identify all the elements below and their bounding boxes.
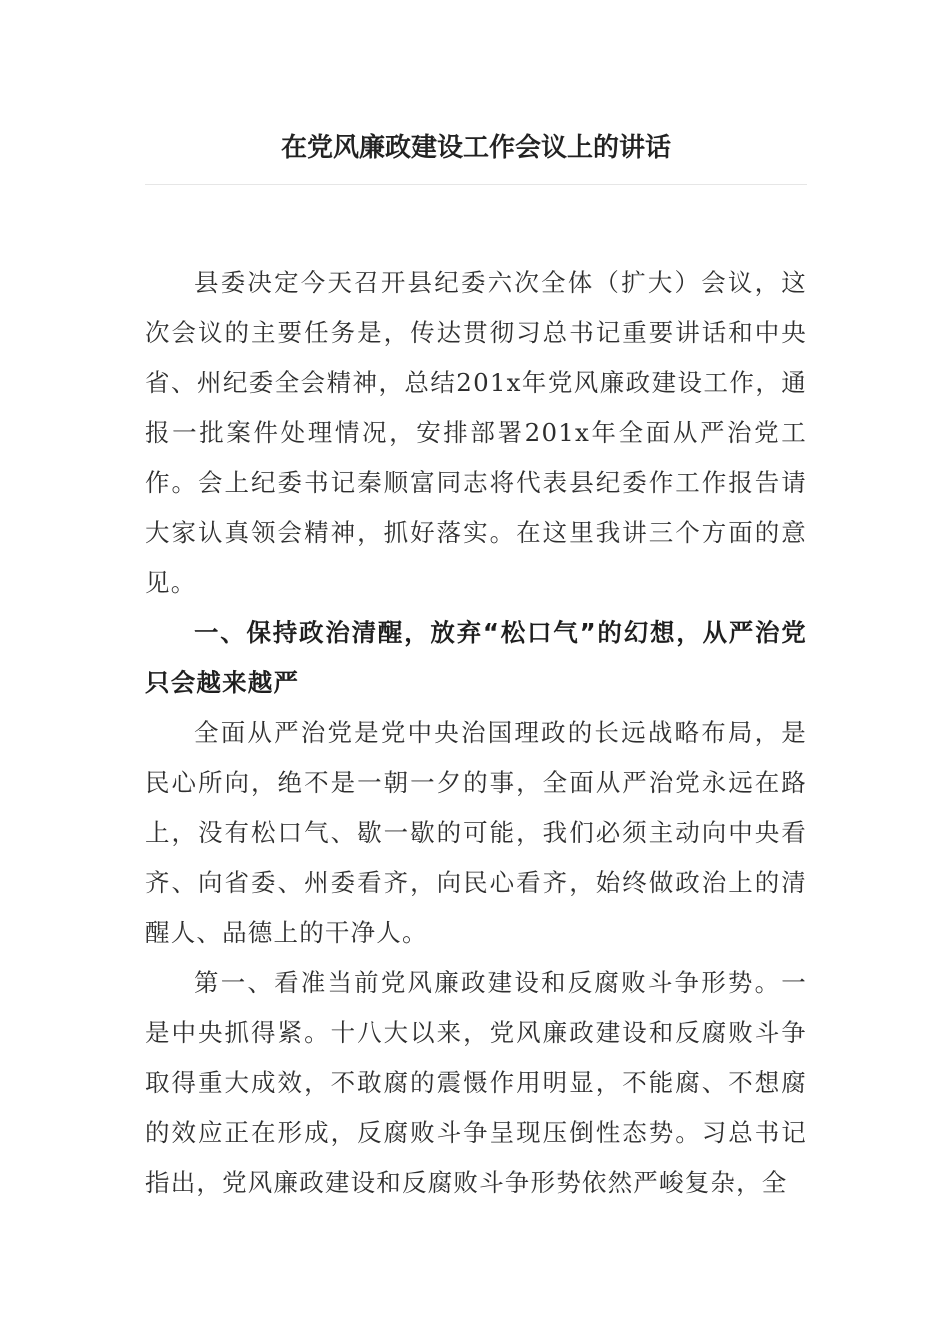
section-heading-1: 一、保持政治清醒，放弃“松口气”的幻想，从严治党只会越来越严 bbox=[145, 618, 807, 697]
paragraph-intro: 县委决定今天召开县纪委六次全体（扩大）会议，这次会议的主要任务是，传达贯彻习总书记重要讲话和中央省、州纪委全会精神，总结201x年党风廉政建设工作，通报一批案件处理情况，安排部署201x年全面从严治党工作。会上纪委书记秦顺富同志将代表县纪委作工作报告请大家认真领会精神，抓好落实。在这里我讲三个方面的意见。 bbox=[145, 268, 807, 597]
document-title: 在党风廉政建设工作会议上的讲话 bbox=[280, 133, 671, 163]
paragraph-section-1: 全面从严治党是党中央治国理政的长远战略布局，是民心所向，绝不是一朝一夕的事，全面从严治党永远在路上，没有松口气、歇一歇的可能，我们必须主动向中央看齐、向省委、州委看齐，向民心看齐，始终做政治上的清醒人、品德上的干净人。 bbox=[145, 718, 807, 947]
title-divider bbox=[145, 184, 807, 185]
document-body bbox=[145, 258, 807, 1208]
paragraph-point-1: 第一、看准当前党风廉政建设和反腐败斗争形势。一是中央抓得紧。十八大以来，党风廉政建设和反腐败斗争取得重大成效，不敢腐的震慑作用明显，不能腐、不想腐的效应正在形成，反腐败斗争呈现压倒性态势。习总书记指出，党风廉政建设和反腐败斗争形势依然严峻复杂，全 bbox=[145, 968, 807, 1197]
